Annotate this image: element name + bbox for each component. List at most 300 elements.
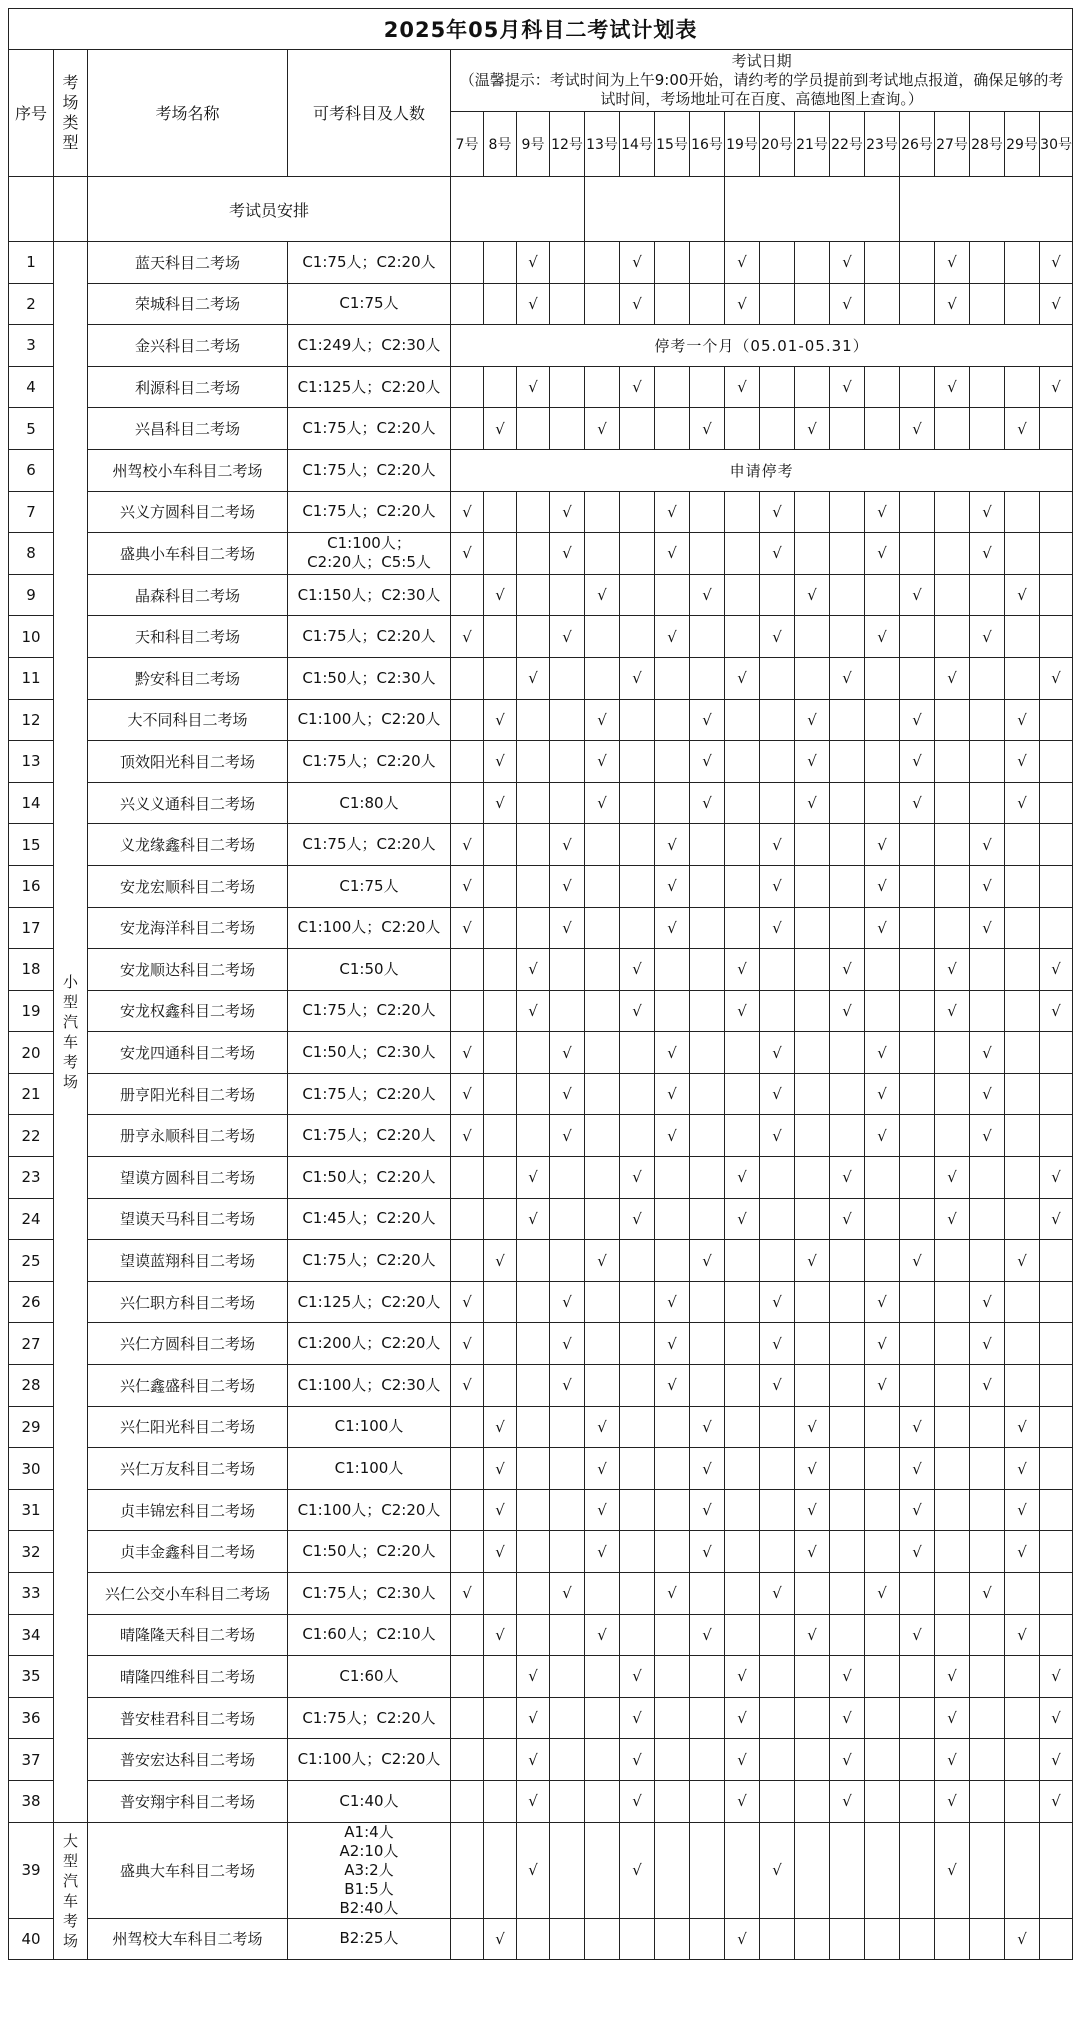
empty-date-cell (620, 1365, 655, 1407)
empty-date-cell (935, 1365, 970, 1407)
exam-check-mark: √ (655, 533, 690, 575)
empty-date-cell (1005, 1281, 1040, 1323)
venue-name: 利源科目二考场 (88, 366, 288, 408)
empty-date-cell (517, 1406, 550, 1448)
empty-date-cell (620, 408, 655, 450)
empty-date-cell (900, 1822, 935, 1918)
table-row (9, 782, 1073, 824)
exam-check-mark: √ (1040, 366, 1073, 408)
header-category-text: 考场类型 (62, 73, 79, 152)
empty-date-cell (1040, 741, 1073, 783)
exam-check-mark: √ (655, 1323, 690, 1365)
row-seq: 17 (9, 907, 54, 949)
exam-check-mark: √ (620, 657, 655, 699)
empty-date-cell (484, 1073, 517, 1115)
date-header: 15号 (655, 112, 690, 177)
empty-date-cell (655, 657, 690, 699)
exam-check-mark: √ (865, 1365, 900, 1407)
empty-date-cell (760, 1918, 795, 1960)
empty-date-cell (795, 990, 830, 1032)
empty-date-cell (517, 1365, 550, 1407)
empty-date-cell (760, 408, 795, 450)
venue-name: 天和科目二考场 (88, 616, 288, 658)
date-header: 14号 (620, 112, 655, 177)
table-row (9, 657, 1073, 699)
venue-name: 兴仁阳光科目二考场 (88, 1406, 288, 1448)
empty-date-cell (517, 1240, 550, 1282)
empty-date-cell (935, 491, 970, 533)
empty-date-cell (725, 865, 760, 907)
empty-date-cell (760, 366, 795, 408)
exam-check-mark: √ (1040, 242, 1073, 284)
venue-name: 册亨阳光科目二考场 (88, 1073, 288, 1115)
empty-date-cell (620, 741, 655, 783)
empty-date-cell (935, 699, 970, 741)
empty-date-cell (585, 1656, 620, 1698)
empty-date-cell (865, 1531, 900, 1573)
row-seq: 35 (9, 1656, 54, 1698)
empty-date-cell (725, 741, 760, 783)
empty-date-cell (620, 1614, 655, 1656)
empty-date-cell (484, 1198, 517, 1240)
row-seq: 38 (9, 1780, 54, 1822)
header-exam-dates (451, 50, 1073, 112)
exam-check-mark: √ (690, 1406, 725, 1448)
table-row (9, 1115, 1073, 1157)
exam-check-mark: √ (550, 1115, 585, 1157)
empty-date-cell (1005, 865, 1040, 907)
venue-name: 义龙缘鑫科目二考场 (88, 824, 288, 866)
exam-check-mark: √ (655, 1073, 690, 1115)
empty-date-cell (935, 907, 970, 949)
exam-check-mark: √ (760, 1822, 795, 1918)
empty-date-cell (517, 1032, 550, 1074)
exam-check-mark: √ (484, 1448, 517, 1490)
header-seq: 序号 (9, 50, 54, 177)
empty-date-cell (484, 657, 517, 699)
empty-date-cell (620, 1115, 655, 1157)
table-row (9, 1073, 1073, 1115)
exam-check-mark: √ (517, 949, 550, 991)
table-row (9, 1822, 1073, 1918)
venue-name: 晶森科目二考场 (88, 574, 288, 616)
empty-date-cell (795, 242, 830, 284)
empty-date-cell (830, 408, 865, 450)
empty-date-cell (1040, 824, 1073, 866)
exam-check-mark: √ (1005, 1918, 1040, 1960)
empty-date-cell (760, 1240, 795, 1282)
empty-date-cell (725, 1614, 760, 1656)
header-category (54, 50, 88, 177)
empty-date-cell (585, 1032, 620, 1074)
exam-check-mark: √ (451, 824, 484, 866)
empty-date-cell (451, 366, 484, 408)
quota-cell: C1:75人 (288, 865, 451, 907)
exam-check-mark: √ (620, 1157, 655, 1199)
empty-date-cell (865, 1614, 900, 1656)
quota-cell: C1:75人；C2:20人 (288, 1240, 451, 1282)
exam-check-mark: √ (900, 1531, 935, 1573)
empty-date-cell (1005, 366, 1040, 408)
exam-check-mark: √ (484, 1614, 517, 1656)
exam-check-mark: √ (690, 1531, 725, 1573)
empty-date-cell (451, 657, 484, 699)
row-seq: 10 (9, 616, 54, 658)
exam-check-mark: √ (830, 990, 865, 1032)
row-seq: 27 (9, 1323, 54, 1365)
exam-check-mark: √ (484, 741, 517, 783)
page-title: 2025年05月科目二考试计划表 (9, 9, 1073, 50)
row-seq: 3 (9, 325, 54, 367)
quota-cell: C1:200人；C2:20人 (288, 1323, 451, 1365)
exam-check-mark: √ (517, 366, 550, 408)
quota-cell: C1:75人；C2:20人 (288, 990, 451, 1032)
exam-check-mark: √ (620, 990, 655, 1032)
empty-date-cell (935, 574, 970, 616)
empty-date-cell (451, 1240, 484, 1282)
exam-check-mark: √ (830, 949, 865, 991)
empty-date-cell (690, 1780, 725, 1822)
empty-date-cell (620, 907, 655, 949)
row-seq: 20 (9, 1032, 54, 1074)
empty-date-cell (690, 1115, 725, 1157)
quota-cell: C1:60人 (288, 1656, 451, 1698)
empty-date-cell (935, 1032, 970, 1074)
empty-date-cell (620, 574, 655, 616)
exam-check-mark: √ (760, 1323, 795, 1365)
empty-date-cell (795, 865, 830, 907)
row-seq: 28 (9, 1365, 54, 1407)
exam-check-mark: √ (690, 699, 725, 741)
exam-check-mark: √ (760, 1032, 795, 1074)
empty-date-cell (935, 1489, 970, 1531)
empty-date-cell (900, 1780, 935, 1822)
exam-check-mark: √ (620, 1739, 655, 1781)
venue-name: 安龙权鑫科目二考场 (88, 990, 288, 1032)
exam-check-mark: √ (900, 741, 935, 783)
empty-date-cell (585, 1739, 620, 1781)
empty-date-cell (585, 1573, 620, 1615)
empty-date-cell (795, 533, 830, 575)
empty-date-cell (830, 491, 865, 533)
venue-name: 贞丰锦宏科目二考场 (88, 1489, 288, 1531)
empty-date-cell (830, 1531, 865, 1573)
empty-date-cell (690, 1157, 725, 1199)
empty-date-cell (725, 1240, 760, 1282)
empty-date-cell (550, 1656, 585, 1698)
empty-date-cell (865, 1240, 900, 1282)
venue-name: 望谟天马科目二考场 (88, 1198, 288, 1240)
staff-category-cell (54, 177, 88, 242)
empty-date-cell (865, 1822, 900, 1918)
empty-date-cell (1040, 1323, 1073, 1365)
venue-name: 普安桂君科目二考场 (88, 1697, 288, 1739)
empty-date-cell (550, 1697, 585, 1739)
row-seq: 12 (9, 699, 54, 741)
empty-date-cell (451, 1198, 484, 1240)
exam-check-mark: √ (550, 824, 585, 866)
exam-check-mark: √ (760, 1573, 795, 1615)
empty-date-cell (970, 366, 1005, 408)
exam-check-mark: √ (484, 1489, 517, 1531)
quota-cell: C1:100人；C2:30人 (288, 1365, 451, 1407)
empty-date-cell (585, 907, 620, 949)
empty-date-cell (585, 1780, 620, 1822)
empty-date-cell (970, 1240, 1005, 1282)
table-row (9, 449, 1073, 491)
table-row (9, 1157, 1073, 1199)
empty-date-cell (725, 907, 760, 949)
staff-group-4 (900, 177, 1073, 242)
exam-check-mark: √ (725, 366, 760, 408)
exam-check-mark: √ (484, 1240, 517, 1282)
exam-check-mark: √ (451, 491, 484, 533)
exam-check-mark: √ (830, 1739, 865, 1781)
empty-date-cell (1040, 699, 1073, 741)
quota-cell: C1:75人；C2:20人 (288, 616, 451, 658)
empty-date-cell (451, 741, 484, 783)
exam-check-mark: √ (970, 907, 1005, 949)
exam-check-mark: √ (451, 1323, 484, 1365)
empty-date-cell (865, 1406, 900, 1448)
empty-date-cell (725, 408, 760, 450)
empty-date-cell (655, 1198, 690, 1240)
exam-check-mark: √ (1040, 283, 1073, 325)
venue-name: 盛典小车科目二考场 (88, 533, 288, 575)
exam-check-mark: √ (1040, 1198, 1073, 1240)
empty-date-cell (795, 1323, 830, 1365)
empty-date-cell (517, 1073, 550, 1115)
empty-date-cell (830, 1115, 865, 1157)
empty-date-cell (620, 782, 655, 824)
exam-check-mark: √ (935, 1739, 970, 1781)
exam-check-mark: √ (550, 1281, 585, 1323)
empty-date-cell (585, 1697, 620, 1739)
empty-date-cell (935, 1073, 970, 1115)
quota-cell: C1:100人；C2:20人 (288, 699, 451, 741)
row-seq: 36 (9, 1697, 54, 1739)
exam-check-mark: √ (1040, 657, 1073, 699)
exam-check-mark: √ (585, 574, 620, 616)
row-seq: 2 (9, 283, 54, 325)
empty-date-cell (1040, 1573, 1073, 1615)
empty-date-cell (830, 1448, 865, 1490)
exam-check-mark: √ (830, 242, 865, 284)
empty-date-cell (585, 366, 620, 408)
exam-check-mark: √ (451, 616, 484, 658)
row-seq: 21 (9, 1073, 54, 1115)
exam-check-mark: √ (935, 990, 970, 1032)
exam-check-mark: √ (795, 782, 830, 824)
exam-check-mark: √ (970, 1115, 1005, 1157)
exam-check-mark: √ (620, 366, 655, 408)
exam-check-mark: √ (1040, 1739, 1073, 1781)
exam-check-mark: √ (451, 533, 484, 575)
plan-body (9, 177, 1073, 1960)
exam-check-mark: √ (620, 1780, 655, 1822)
row-seq: 24 (9, 1198, 54, 1240)
empty-date-cell (935, 1918, 970, 1960)
empty-date-cell (1040, 1448, 1073, 1490)
row-seq: 25 (9, 1240, 54, 1282)
exam-check-mark: √ (760, 865, 795, 907)
quota-cell: C1:125人；C2:20人 (288, 1281, 451, 1323)
empty-date-cell (865, 1489, 900, 1531)
row-seq: 31 (9, 1489, 54, 1531)
venue-name: 安龙宏顺科目二考场 (88, 865, 288, 907)
empty-date-cell (620, 533, 655, 575)
empty-date-cell (970, 408, 1005, 450)
exam-check-mark: √ (935, 366, 970, 408)
empty-date-cell (935, 741, 970, 783)
empty-date-cell (484, 1656, 517, 1698)
empty-date-cell (1040, 1531, 1073, 1573)
exam-check-mark: √ (1005, 408, 1040, 450)
exam-check-mark: √ (795, 1240, 830, 1282)
venue-name: 册亨永顺科目二考场 (88, 1115, 288, 1157)
empty-date-cell (451, 949, 484, 991)
empty-date-cell (970, 1157, 1005, 1199)
date-header: 19号 (725, 112, 760, 177)
exam-check-mark: √ (517, 1780, 550, 1822)
staff-group-1 (451, 177, 585, 242)
quota-cell: C1:100人；C2:20人 (288, 1489, 451, 1531)
exam-check-mark: √ (935, 657, 970, 699)
venue-name: 黔安科目二考场 (88, 657, 288, 699)
empty-date-cell (795, 1822, 830, 1918)
empty-date-cell (970, 1198, 1005, 1240)
empty-date-cell (830, 1323, 865, 1365)
empty-date-cell (690, 1822, 725, 1918)
empty-date-cell (865, 1198, 900, 1240)
table-row (9, 1323, 1073, 1365)
exam-check-mark: √ (484, 1406, 517, 1448)
exam-check-mark: √ (585, 1614, 620, 1656)
empty-date-cell (451, 1697, 484, 1739)
exam-check-mark: √ (585, 782, 620, 824)
venue-name: 兴仁职方科目二考场 (88, 1281, 288, 1323)
empty-date-cell (900, 1365, 935, 1407)
empty-date-cell (585, 616, 620, 658)
venue-name: 兴义方圆科目二考场 (88, 491, 288, 533)
empty-date-cell (725, 574, 760, 616)
exam-check-mark: √ (725, 1697, 760, 1739)
quota-cell: C1:249人；C2:30人 (288, 325, 451, 367)
exam-check-mark: √ (451, 1573, 484, 1615)
table-row (9, 1406, 1073, 1448)
empty-date-cell (585, 1365, 620, 1407)
empty-date-cell (690, 1697, 725, 1739)
empty-date-cell (517, 699, 550, 741)
empty-date-cell (865, 366, 900, 408)
exam-check-mark: √ (1005, 741, 1040, 783)
quota-cell: C1:50人 (288, 949, 451, 991)
table-row (9, 990, 1073, 1032)
exam-check-mark: √ (451, 1365, 484, 1407)
quota-cell: C1:75人；C2:20人 (288, 824, 451, 866)
empty-date-cell (760, 699, 795, 741)
empty-date-cell (760, 657, 795, 699)
empty-date-cell (484, 990, 517, 1032)
empty-date-cell (517, 1573, 550, 1615)
empty-date-cell (970, 1531, 1005, 1573)
empty-date-cell (725, 782, 760, 824)
empty-date-cell (620, 1918, 655, 1960)
date-header: 30号 (1040, 112, 1073, 177)
venue-name: 州驾校大车科目二考场 (88, 1918, 288, 1960)
empty-date-cell (760, 1697, 795, 1739)
table-row (9, 949, 1073, 991)
empty-date-cell (900, 990, 935, 1032)
empty-date-cell (484, 1822, 517, 1918)
venue-name: 兴仁方圆科目二考场 (88, 1323, 288, 1365)
empty-date-cell (517, 491, 550, 533)
empty-date-cell (970, 1406, 1005, 1448)
empty-date-cell (760, 1198, 795, 1240)
quota-cell: C1:50人；C2:30人 (288, 657, 451, 699)
empty-date-cell (690, 1198, 725, 1240)
row-seq: 18 (9, 949, 54, 991)
empty-date-cell (550, 1822, 585, 1918)
quota-cell: C1:125人；C2:20人 (288, 366, 451, 408)
exam-check-mark: √ (451, 1115, 484, 1157)
empty-date-cell (935, 533, 970, 575)
exam-check-mark: √ (655, 1365, 690, 1407)
exam-check-mark: √ (655, 1115, 690, 1157)
empty-date-cell (900, 907, 935, 949)
empty-date-cell (900, 1032, 935, 1074)
empty-date-cell (865, 574, 900, 616)
exam-check-mark: √ (1005, 1240, 1040, 1282)
table-row (9, 1365, 1073, 1407)
table-row (9, 1614, 1073, 1656)
exam-check-mark: √ (655, 1032, 690, 1074)
empty-date-cell (1005, 283, 1040, 325)
venue-name: 晴隆四维科目二考场 (88, 1656, 288, 1698)
empty-date-cell (550, 782, 585, 824)
exam-check-mark: √ (865, 616, 900, 658)
empty-date-cell (550, 1780, 585, 1822)
exam-check-mark: √ (900, 574, 935, 616)
empty-date-cell (517, 533, 550, 575)
empty-date-cell (655, 1918, 690, 1960)
row-seq: 26 (9, 1281, 54, 1323)
empty-date-cell (760, 574, 795, 616)
empty-date-cell (517, 865, 550, 907)
exam-check-mark: √ (970, 1281, 1005, 1323)
empty-date-cell (484, 283, 517, 325)
exam-check-mark: √ (935, 242, 970, 284)
empty-date-cell (760, 949, 795, 991)
empty-date-cell (585, 1822, 620, 1918)
header-venue: 考场名称 (88, 50, 288, 177)
empty-date-cell (795, 1739, 830, 1781)
row-seq: 14 (9, 782, 54, 824)
empty-date-cell (830, 574, 865, 616)
empty-date-cell (935, 865, 970, 907)
exam-check-mark: √ (830, 1157, 865, 1199)
empty-date-cell (900, 824, 935, 866)
empty-date-cell (620, 1406, 655, 1448)
row-seq: 22 (9, 1115, 54, 1157)
empty-date-cell (655, 699, 690, 741)
exam-check-mark: √ (484, 408, 517, 450)
empty-date-cell (517, 824, 550, 866)
exam-check-mark: √ (935, 949, 970, 991)
exam-check-mark: √ (795, 1448, 830, 1490)
exam-check-mark: √ (1040, 990, 1073, 1032)
empty-date-cell (655, 782, 690, 824)
